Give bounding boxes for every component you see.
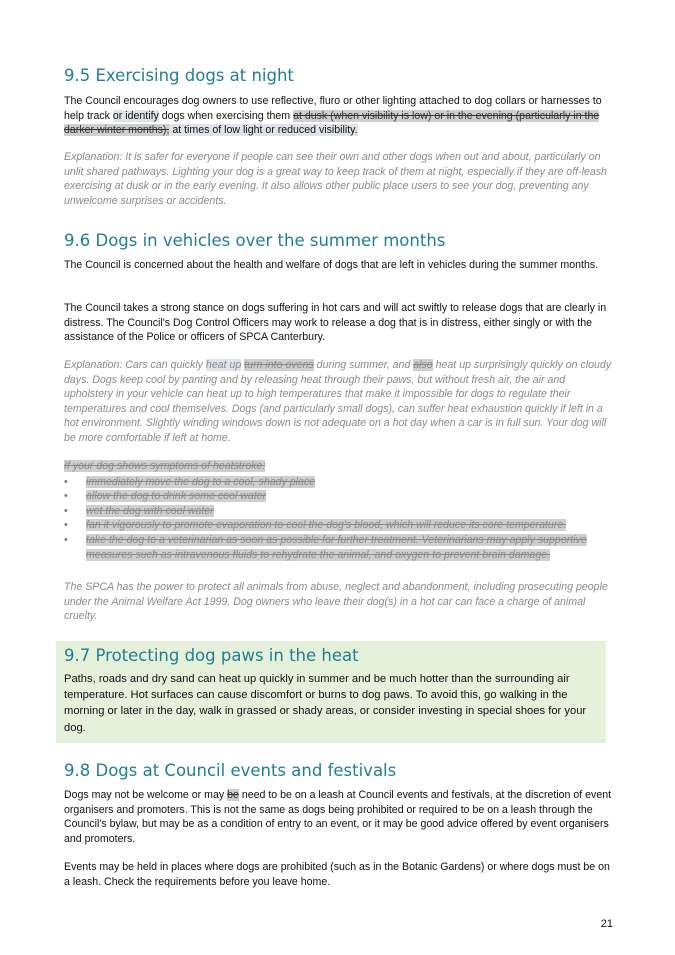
deleted-text: at dusk (when visibility is low) or in the evening (particularly in the darker winter months),: [64, 109, 600, 137]
s98-paragraph-1: Dogs may not be welcome or may be need to be on a leash at Council events and festivals, at the discretion of event organisers and promoters. This is not the same as dogs being prohibited or required to be on a leash through the Council's bylaw, but may be as a condition of entry to an event, or it may be good advice offered by event organisers and promoters.: [64, 789, 612, 845]
bullet-icon: •: [64, 490, 68, 503]
bullet-icon: •: [64, 475, 68, 488]
heatstroke-block: [64, 459, 612, 562]
s96-explanation: Explanation: Cars can quickly heat up turn into ovens during summer, and also heat up surprisingly quickly on cloudy days. Dogs keep cool by panting and by releasing heat through their paws, but without fresh air, the air and upholstery in your vehicle can heat up to high temperatures that make it impossible for dogs to regulate their temperatures and cool themselves. Dogs (and particularly small dogs), can suffer heat exhaustion quickly if left in a hot environment. Slightly winding windows down is not adequate on a hot day when a car is in full sun. Your dog will be more comfortable if left at home.: [64, 359, 612, 444]
inserted-text: or identify: [112, 109, 159, 122]
bullet-icon: •: [64, 504, 68, 517]
s97-paragraph: Paths, roads and dry sand can heat up quickly in summer and be much hotter than the surrounding air temperature. Hot surfaces can cause discomfort or burns to dog paws. To avoid this, go walking in the morning or later in the day, walk in grassed or shady areas, or consider investing in special shoes for your dog.: [64, 673, 587, 734]
section-heading-9-6: 9.6 Dogs in vehicles over the summer months: [64, 231, 446, 250]
list-item: • immediately move the dog to a cool, shady place: [64, 475, 316, 488]
inserted-text: heat up: [205, 359, 242, 371]
deleted-text: be: [227, 789, 239, 801]
s96-paragraph-2: The Council takes a strong stance on dogs suffering in hot cars and will act swiftly to release dogs that are clearly in distress. The Council's Dog Control Officers may work to release a dog that is in distress, either singly or with the assistance of the Police or officers of SPCA Canterbury.: [64, 302, 607, 344]
deleted-text: also: [413, 359, 433, 371]
section-heading-9-7: 9.7 Protecting dog paws in the heat: [64, 646, 359, 665]
list-item: • wet the dog with cool water: [64, 504, 214, 517]
s98-paragraph-2: Events may be held in places where dogs are prohibited (such as in the Botanic Gardens) or where dogs must be on a leash. Check the requirements before you leave home.: [64, 861, 610, 888]
symptoms-list: [64, 475, 612, 563]
section-heading-9-8: 9.8 Dogs at Council events and festivals: [64, 761, 397, 780]
list-item: • allow the dog to drink some cool water: [64, 490, 267, 503]
s95-explanation: Explanation: It is safer for everyone if people can see their own and other dogs when out and about, particularly on unlit shared pathways. Lighting your dog is a great way to keep track of them at night, especially if they are off-leash exercising at dusk or in the early evening. It also allows other public place users to see your dog, preventing any unwelcome surprises or accidents.: [64, 151, 607, 207]
spca-note: The SPCA has the power to protect all animals from abuse, neglect and abandonment, including prosecuting people under the Animal Welfare Act 1999. Dog owners who leave their dog(s) in a hot car can face a charge of animal cruelty.: [64, 581, 608, 623]
deleted-text: If your dog shows symptoms of heatstroke:: [64, 460, 266, 472]
inserted-text: at times of low light or reduced visibility.: [169, 124, 358, 137]
list-item: • fan it vigorously to promote evaporation to cool the dog's blood, which will reduce its core temperature.: [64, 519, 567, 532]
section-9-7-box: [56, 641, 606, 743]
deleted-text: turn into ovens: [244, 359, 314, 371]
bullet-icon: •: [64, 519, 68, 532]
section-heading-9-5: 9.5 Exercising dogs at night: [64, 66, 294, 85]
list-item: • take the dog to a veterinarian as soon as possible for further treatment. Veterinarians may apply supportive measures such as intravenous fluids to rehydrate the animal, and oxygen to prevent brain damage.: [64, 533, 587, 561]
page-number: 21: [600, 918, 613, 930]
bullet-icon: •: [64, 533, 68, 546]
s95-paragraph: The Council encourages dog owners to use reflective, fluro or other lighting attached to dog collars or harnesses to help track or identify dogs when exercising them at dusk (when visibility is low) or in the evening (particularly in the darker winter months), at times of low light or reduced visibility.: [64, 95, 602, 137]
s96-paragraph-1: The Council is concerned about the health and welfare of dogs that are left in vehicles during the summer months.: [64, 259, 599, 271]
